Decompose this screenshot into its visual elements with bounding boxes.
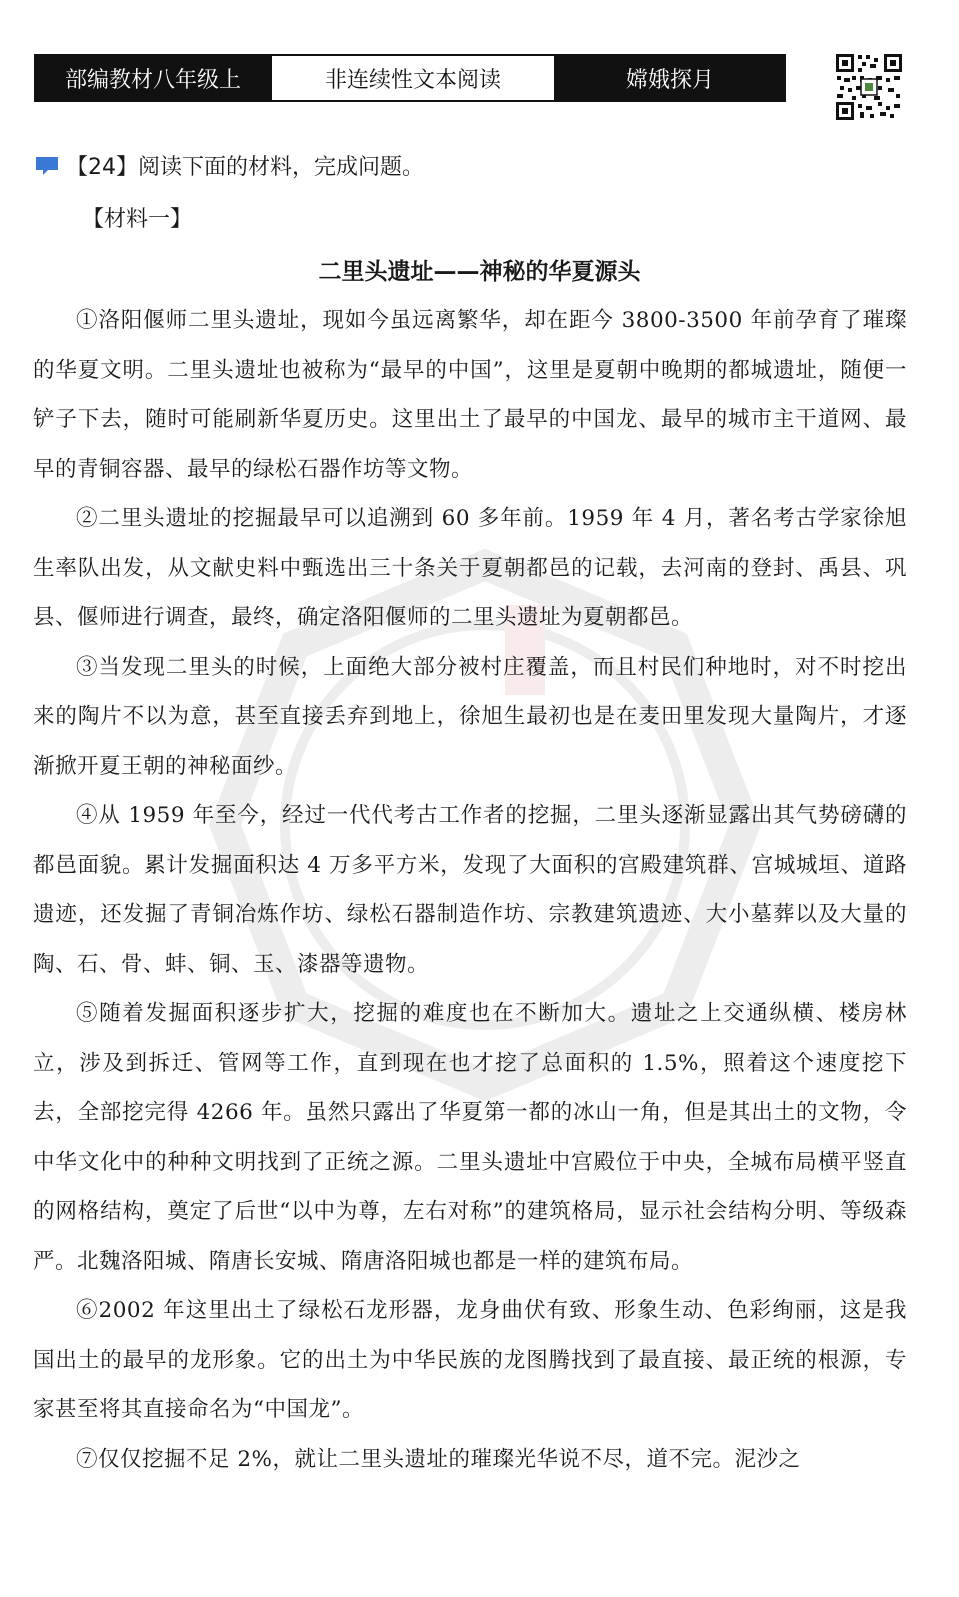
article-title: 二里头遗址——神秘的华夏源头 [318,259,641,285]
header-topic: 非连续性文本阅读 [270,56,556,100]
paragraph-4: ④从 1959 年至今，经过一代代考古工作者的挖掘，二里头逐渐显露出其气势磅礴的都邑面貌。累计发掘面积达 4 万多平方米，发现了大面积的宫殿建筑群、宫城城垣、道路遗迹，还发掘了青铜冶炼作坊、绿松石器制造作坊、宗教建筑遗迹、大小墓葬以及大量的陶、石、骨、蚌、铜、玉、漆器等遗物。 [33,803,907,977]
paragraph-2: ②二里头遗址的挖掘最早可以追溯到 60 多年前。1959 年 4 月，著名考古学家徐旭生率队出发，从文献史料中甄选出三十条关于夏朝都邑的记载，去河南的登封、禹县、巩县、偃师进行调查，最终，确定洛阳偃师的二里头遗址为夏朝都邑。 [33,506,907,630]
material-label: 【材料一】 [82,207,193,232]
paragraph-3: ③当发现二里头的时候，上面绝大部分被村庄覆盖，而且村民们种地时，对不时挖出来的陶片不以为意，甚至直接丢弃到地上，徐旭生最初也是在麦田里发现大量陶片，才逐渐掀开夏王朝的神秘面纱。 [33,654,907,779]
paragraph-6: ⑥2002 年这里出土了绿松石龙形器，龙身曲伏有致、形象生动、色彩绚丽，这是我国出土的最早的龙形象。它的出土为中华民族的龙图腾找到了最直接、最正统的根源，专家甚至将其直接命名为“中国龙”。 [33,1298,907,1422]
paragraph-5: ⑤随着发掘面积逐步扩大，挖掘的难度也在不断加大。遗址之上交通纵横、楼房林立，涉及到拆迁、管网等工作，直到现在也才挖了总面积的 1.5%，照着这个速度挖下去，全部挖完得 4266 年。虽然只露出了华夏第一都的冰山一角，但是其出土的文物，令中华文化中的种种文明找到了正统之源。二里头遗址中宫殿位于中央，全城布局横平竖直的网格结构，奠定了后世“以中为尊，左右对称”的建筑格局，显示社会结构分明、等级森严。北魏洛阳城、隋唐长安城、隋唐洛阳城也都是一样的建筑布局。 [33,1001,907,1274]
note-icon [34,155,60,177]
paragraph-7: ⑦仅仅挖掘不足 2%，就让二里头遗址的璀璨光华说不尽，道不完。泥沙之 [76,1446,801,1472]
article-body [33,296,907,1484]
header-bar [34,54,786,102]
question-heading [34,150,424,181]
header-grade: 部编教材八年级上 [36,56,270,100]
question-label: 【24】阅读下面的材料，完成问题。 [66,155,424,180]
paragraph-1: ①洛阳偃师二里头遗址，现如今虽远离繁华，却在距今 3800-3500 年前孕育了璀璨的华夏文明。二里头遗址也被称为“最早的中国”，这里是夏朝中晚期的都城遗址，随便一铲子下去，随时可能刷新华夏历史。这里出土了最早的中国龙、最早的城市主干道网、最早的青铜容器、最早的绿松石器作坊等文物。 [33,308,907,482]
header-unit: 嫦娥探月 [556,56,784,100]
qr-code-icon [834,52,904,122]
